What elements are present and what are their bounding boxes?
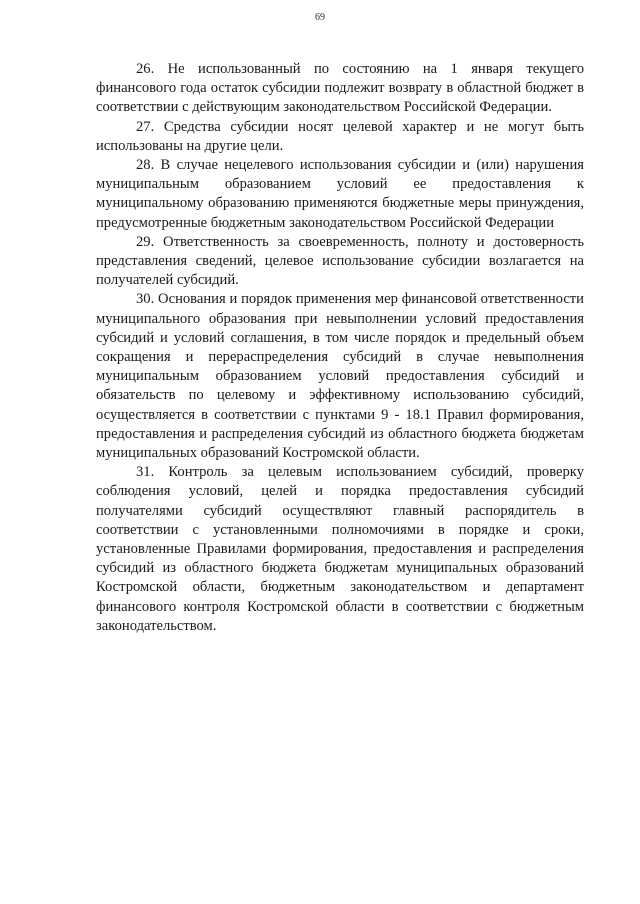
document-body [96, 60, 584, 636]
paragraph-29: 29. Ответственность за своевременность, полноту и достоверность представления сведений, целевое использование субсидии возлагается на получателей субсидий. [96, 233, 584, 289]
paragraph-31: 31. Контроль за целевым использованием субсидий, проверку соблюдения условий, целей и порядка предоставления субсидий получателями субсидий осуществляют главный распорядитель в соответствии с установленными полномочиями в порядке и сроки, установленные Правилами формирования, предоставления и распределения субсидий из областного бюджета бюджетам муниципальных образований Костромской области, бюджетным законодательством и департамент финансового контроля Костромской области в соответствии с бюджетным законодательством. [96, 464, 584, 634]
paragraph-27: 27. Средства субсидии носят целевой характер и не могут быть использованы на другие цели. [96, 118, 584, 154]
paragraph-30: 30. Основания и порядок применения мер финансовой ответственности муниципального образования при невыполнении условий предоставления субсидий и условий соглашения, в том числе порядок и предельный объем сокращения и перераспределения субсидий в случае невыполнения муниципальным образованием условий предоставления субсидий и обязательств по целевому и эффективному использованию субсидий, осуществляется в соответствии с пунктами 9 - 18.1 Правил формирования, предоставления и распределения субсидий из областного бюджета бюджетам муниципальных образований Костромской области. [96, 291, 584, 462]
page-number: 69 [315, 12, 325, 23]
paragraph-26: 26. Не использованный по состоянию на 1 января текущего финансового года остаток субсидии подлежит возврату в областной бюджет в соответствии с действующим законодательством Российской Федерации. [96, 61, 584, 116]
paragraph-28: 28. В случае нецелевого использования субсидии и (или) нарушения муниципальным образованием условий ее предоставления к муниципальному образованию применяются бюджетные меры принуждения, предусмотренные бюджетным законодательством Российской Федерации [96, 157, 584, 231]
